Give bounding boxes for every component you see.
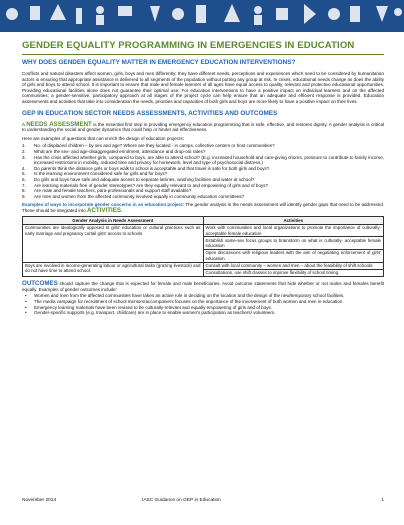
ball-icon	[328, 8, 340, 20]
school-icon	[150, 6, 160, 22]
tent-icon	[50, 4, 66, 20]
question-number: 8.	[22, 188, 26, 194]
outcomes-list	[22, 293, 384, 315]
needs-assessment-term: NEEDS ASSESSMENT	[26, 120, 92, 128]
page-footer	[22, 498, 384, 503]
page-title: GENDER EQUALITY PROGRAMMING IN EMERGENCIES IN EDUCATION	[22, 40, 355, 51]
section-heading-gep: GEP IN EDUCATION SECTOR NEEDS ASSESSMENTS, ACTIVITIES AND OUTCOMES	[22, 109, 278, 117]
question-number: 3.	[22, 154, 26, 160]
lead-prefix: A	[22, 121, 27, 127]
activity-cell: Consultations, use shift classes to improve flexibility of school timing.	[203, 269, 384, 276]
questions-intro: Here are examples of questions that can enrich the design of education projects:	[22, 135, 185, 141]
house-icon	[224, 4, 240, 22]
globe-icon	[6, 8, 18, 20]
question-text: Are male and female teachers, para-professionals and support staff available?	[34, 188, 192, 194]
question-text: Has the crisis affected whether girls, compared to boys, are able to attend school? (E.g. increased household and care-giving chores, pressure to contribute to family income, increased restrictions in mobility, reduced time and privacy for homework, level and type of psychosocial distress.)	[34, 154, 384, 166]
footer-page-number: 1	[381, 498, 384, 503]
question-number: 4.	[22, 165, 26, 171]
question-text: Are learning materials free of gender stereotypes? Are they equally relevant to and empowering of girls and of boys?	[34, 182, 269, 188]
examples-lead: Examples of ways to incorporate gender concerns in an education project:	[22, 202, 185, 208]
table-row	[23, 262, 384, 269]
outcomes-paragraph	[22, 281, 384, 292]
outcome-item: • Gender-specific supports (e.g. transport, childcare) are in place to enable women's participation as teachers/ volunteers.	[22, 310, 384, 316]
sun-icon	[172, 8, 184, 20]
table-row	[23, 224, 384, 237]
bag-icon	[276, 8, 288, 20]
table-header-row	[23, 217, 384, 224]
footer-date: November 2014	[22, 498, 57, 503]
activities-term: ACTIVITIES.	[86, 206, 123, 214]
lead-rest: is the essential first step in providing emergency education programming that is safe, effective, and restores dignity. A gender analysis is critical to understanding the social and gender dynamics that could help or hinder aid effectiveness.	[22, 121, 384, 133]
question-number: 2.	[22, 148, 26, 154]
activity-cell: Work with communities and local organizations to promote the importance of culturally-acceptable female education	[203, 224, 384, 237]
outcome-item: • Emergency learning materials have been revised to be culturally-relevant and equally empowering of girls and of boys.	[22, 305, 384, 311]
header-banner	[0, 0, 404, 32]
question-number: 6.	[22, 176, 26, 182]
gender-analysis-table	[22, 216, 384, 277]
door-icon	[196, 5, 206, 23]
question-text: What are the sex- and age-disaggregated enrolment, attendance and drop-out rates?	[34, 148, 206, 154]
question-text: Do parents think the distance girls or boys walk to school is acceptable and that travel is safe for both girls and boys?	[34, 165, 270, 171]
table-header-activities: Activities	[203, 217, 384, 224]
question-text: Is the learning environment considered safe for girls and for boys?	[34, 171, 168, 177]
outcome-item: • The media campaign for recruitment of school mentors/accompaniers focuses on the importance of the involvement of both women and men in education	[22, 299, 384, 305]
triangle-icon	[376, 6, 388, 22]
person-icon	[96, 6, 104, 14]
ruler-icon	[350, 6, 360, 22]
why-paragraph: Conflicts and natural disasters affect women, girls, boys and men differently; they have different needs, perceptions and experiences which need to be considered by humanitarian actors in ensuring that appropriate assistance is delivered to all segments of the population without putting any group at risk. In crises, educational needs change as does the ability of girls and boys to attend school. It is important to ensure that male and female learners of all ages have equal access to quality, relevant and protective educational opportunities. Providing educational facilities alone does not guarantee their optimal use. For education interventions to have a positive impact on individual learners and on the affected communities; a gender-sensitive, participatory approach at all stages of the project cycle can help ensure that an adequate and efficient response is provided. Education assessments and activities that take into consideration the needs, priorities and capacities of both girls and boys are more likely to have a positive impact on their lives.	[22, 71, 384, 104]
person-body-icon	[96, 15, 104, 25]
analysis-cell: Boys are involved in income-generating labour or agricultural tasks (grazing livestock) and do not have time to attend school.	[23, 262, 204, 277]
dot-icon	[394, 8, 402, 16]
analysis-cell: Communities are ideologically opposed to girls' education or cultural practices such as early marriage and pregnancy curtail girls' access to schools	[23, 224, 204, 262]
question-text: No. of displaced children – by sex and age? Where are they located - in camps, collective centers or host communities?	[34, 143, 275, 149]
needs-assessment-paragraph	[22, 122, 384, 133]
outcomes-rest: should capture the change that is expected for female and male beneficiaries. Avoid outcome statements that hide whether or not males and females benefit equally. Examples of gender outcomes include:	[22, 281, 384, 292]
footer-center: IASC Guidance on GEP in Education	[142, 498, 221, 503]
question-number: 5.	[22, 171, 26, 177]
question-text: Do girls and boys have safe and adequate access to separate latrines, washing facilities and water at school?	[34, 176, 255, 182]
outcomes-term: OUTCOMES	[22, 280, 58, 288]
questions-list	[22, 143, 384, 199]
banner-icons	[0, 0, 404, 32]
table-body	[23, 224, 384, 276]
pencil-icon	[76, 8, 82, 24]
title-rule	[22, 54, 384, 55]
question-number: 7.	[22, 182, 26, 188]
outcome-item: • Women and men from the affected communities have taken an active role in deciding on the location and the design of the new/temporary school facilities.	[22, 293, 384, 299]
activity-cell: Open discussions with religious leaders with the aim of negotiating enforcement of girls' education.	[203, 249, 384, 262]
activity-cell: Establish same-sex focus groups to brainstorm on what is culturally- acceptable female education	[203, 237, 384, 250]
examples-paragraph	[22, 202, 384, 213]
table-header-analysis: Gender Analysis in Needs Assessment	[23, 217, 204, 224]
question-number: 9.	[22, 193, 26, 199]
child-icon	[254, 6, 262, 14]
child-body-icon	[254, 15, 262, 25]
blackboard-icon	[118, 6, 132, 16]
activity-cell: Consult with local community – women and men – about the feasibility of shift schools.	[203, 262, 384, 269]
examples-rest: The gender analysis in the needs assessment will identify gender gaps that need to be addressed. These should be integrated into	[22, 202, 384, 213]
question-item	[22, 194, 384, 200]
question-text: Are men and women from the affected community involved equally in community education committees?	[34, 193, 245, 199]
section-heading-why: WHY DOES GENDER EQUALITY MATTER IN EMERGENCY EDUCATION INTERVENTIONS?	[22, 59, 296, 66]
question-number: 1.	[22, 143, 26, 149]
book-icon	[30, 6, 40, 20]
question-item	[22, 155, 384, 166]
page-content	[22, 40, 384, 316]
flag-icon	[304, 4, 316, 24]
